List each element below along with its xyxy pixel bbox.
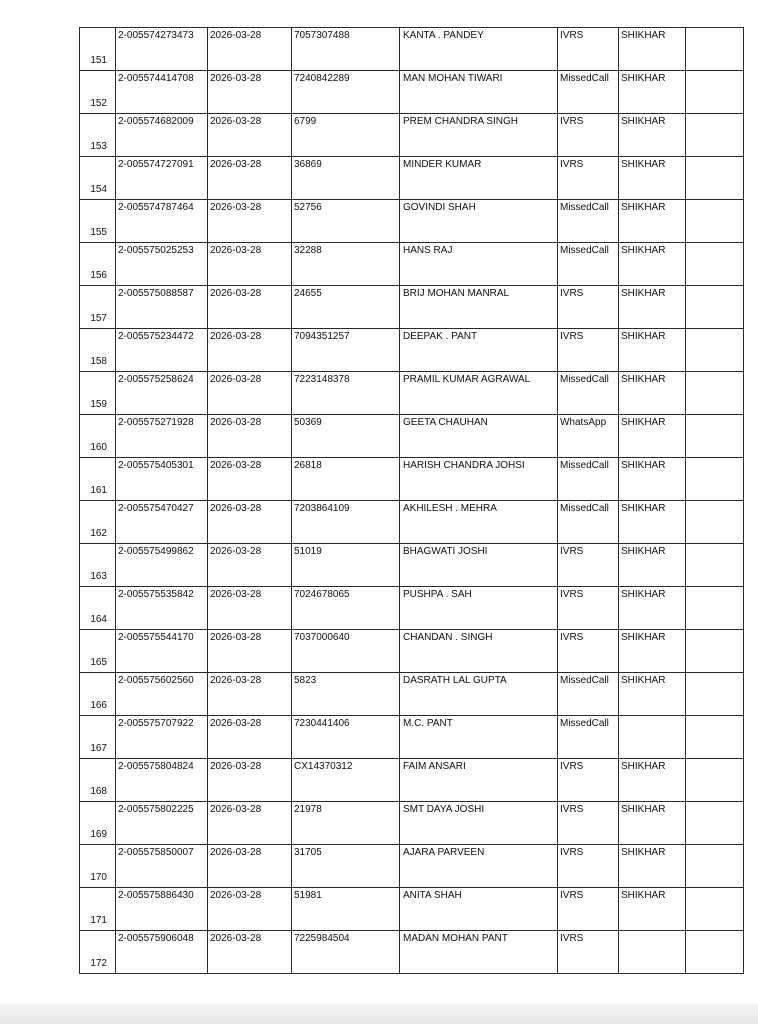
contact-cell: 7024678065 <box>292 587 400 630</box>
date-cell: 2026-03-28 <box>208 157 292 200</box>
blank-cell <box>686 28 744 71</box>
source-cell: MissedCall <box>558 71 619 114</box>
source-cell: IVRS <box>558 931 619 974</box>
complaint-id-cell: 2-005575886430 <box>116 888 208 931</box>
date-cell: 2026-03-28 <box>208 544 292 587</box>
source-cell: IVRS <box>558 544 619 587</box>
source-cell: MissedCall <box>558 372 619 415</box>
contact-cell: 7203864109 <box>292 501 400 544</box>
name-cell: BHAGWATI JOSHI <box>400 544 558 587</box>
blank-cell <box>686 415 744 458</box>
district-cell <box>619 716 686 759</box>
blank-cell <box>686 845 744 888</box>
serial-number-cell: 162 <box>80 501 116 544</box>
name-cell: M.C. PANT <box>400 716 558 759</box>
contact-cell: 7230441406 <box>292 716 400 759</box>
district-cell: SHIKHAR <box>619 28 686 71</box>
table-row <box>80 673 744 716</box>
contact-cell: 51019 <box>292 544 400 587</box>
serial-number-cell: 151 <box>80 28 116 71</box>
date-cell: 2026-03-28 <box>208 243 292 286</box>
serial-number-cell: 171 <box>80 888 116 931</box>
source-cell: WhatsApp <box>558 415 619 458</box>
serial-number-cell: 153 <box>80 114 116 157</box>
date-cell: 2026-03-28 <box>208 802 292 845</box>
district-cell: SHIKHAR <box>619 200 686 243</box>
date-cell: 2026-03-28 <box>208 71 292 114</box>
contact-cell: 7240842289 <box>292 71 400 114</box>
name-cell: CHANDAN . SINGH <box>400 630 558 673</box>
serial-number-cell: 165 <box>80 630 116 673</box>
blank-cell <box>686 243 744 286</box>
name-cell: PREM CHANDRA SINGH <box>400 114 558 157</box>
district-cell: SHIKHAR <box>619 673 686 716</box>
complaint-id-cell: 2-005575602560 <box>116 673 208 716</box>
district-cell: SHIKHAR <box>619 372 686 415</box>
contact-cell: 5823 <box>292 673 400 716</box>
serial-number-cell: 167 <box>80 716 116 759</box>
serial-number-cell: 164 <box>80 587 116 630</box>
name-cell: MAN MOHAN TIWARI <box>400 71 558 114</box>
complaint-id-cell: 2-005574682009 <box>116 114 208 157</box>
complaint-id-cell: 2-005575258624 <box>116 372 208 415</box>
complaint-id-cell: 2-005575234472 <box>116 329 208 372</box>
blank-cell <box>686 372 744 415</box>
district-cell: SHIKHAR <box>619 157 686 200</box>
table-row <box>80 114 744 157</box>
name-cell: KANTA . PANDEY <box>400 28 558 71</box>
date-cell: 2026-03-28 <box>208 630 292 673</box>
records-table <box>79 27 744 974</box>
complaint-id-cell: 2-005574273473 <box>116 28 208 71</box>
complaint-id-cell: 2-005575544170 <box>116 630 208 673</box>
serial-number-cell: 160 <box>80 415 116 458</box>
complaint-id-cell: 2-005574414708 <box>116 71 208 114</box>
date-cell: 2026-03-28 <box>208 673 292 716</box>
source-cell: IVRS <box>558 845 619 888</box>
blank-cell <box>686 802 744 845</box>
contact-cell: 7037000640 <box>292 630 400 673</box>
contact-cell: 7225984504 <box>292 931 400 974</box>
district-cell: SHIKHAR <box>619 243 686 286</box>
contact-cell: 26818 <box>292 458 400 501</box>
date-cell: 2026-03-28 <box>208 501 292 544</box>
contact-cell: 36869 <box>292 157 400 200</box>
contact-cell: 7094351257 <box>292 329 400 372</box>
name-cell: SMT DAYA JOSHI <box>400 802 558 845</box>
contact-cell: 24655 <box>292 286 400 329</box>
table-row <box>80 759 744 802</box>
name-cell: AKHILESH . MEHRA <box>400 501 558 544</box>
table-row <box>80 372 744 415</box>
blank-cell <box>686 329 744 372</box>
district-cell: SHIKHAR <box>619 587 686 630</box>
source-cell: MissedCall <box>558 501 619 544</box>
contact-cell: 52756 <box>292 200 400 243</box>
name-cell: PUSHPA . SAH <box>400 587 558 630</box>
name-cell: BRIJ MOHAN MANRAL <box>400 286 558 329</box>
district-cell: SHIKHAR <box>619 458 686 501</box>
district-cell: SHIKHAR <box>619 802 686 845</box>
date-cell: 2026-03-28 <box>208 587 292 630</box>
name-cell: PRAMIL KUMAR AGRAWAL <box>400 372 558 415</box>
name-cell: DEEPAK . PANT <box>400 329 558 372</box>
contact-cell: 6799 <box>292 114 400 157</box>
source-cell: IVRS <box>558 802 619 845</box>
complaint-id-cell: 2-005575906048 <box>116 931 208 974</box>
source-cell: IVRS <box>558 759 619 802</box>
complaint-id-cell: 2-005575499862 <box>116 544 208 587</box>
table-row <box>80 931 744 974</box>
source-cell: IVRS <box>558 587 619 630</box>
source-cell: IVRS <box>558 114 619 157</box>
date-cell: 2026-03-28 <box>208 200 292 243</box>
date-cell: 2026-03-28 <box>208 114 292 157</box>
table-row <box>80 802 744 845</box>
district-cell: SHIKHAR <box>619 501 686 544</box>
serial-number-cell: 170 <box>80 845 116 888</box>
district-cell: SHIKHAR <box>619 759 686 802</box>
date-cell: 2026-03-28 <box>208 415 292 458</box>
table-row <box>80 329 744 372</box>
district-cell: SHIKHAR <box>619 286 686 329</box>
date-cell: 2026-03-28 <box>208 716 292 759</box>
blank-cell <box>686 759 744 802</box>
district-cell: SHIKHAR <box>619 845 686 888</box>
name-cell: MINDER KUMAR <box>400 157 558 200</box>
source-cell: MissedCall <box>558 200 619 243</box>
table-row <box>80 544 744 587</box>
table-row <box>80 630 744 673</box>
complaint-id-cell: 2-005575470427 <box>116 501 208 544</box>
complaint-id-cell: 2-005575707922 <box>116 716 208 759</box>
complaint-id-cell: 2-005575271928 <box>116 415 208 458</box>
contact-cell: 7223148378 <box>292 372 400 415</box>
table-row <box>80 415 744 458</box>
complaint-id-cell: 2-005575850007 <box>116 845 208 888</box>
serial-number-cell: 168 <box>80 759 116 802</box>
source-cell: IVRS <box>558 329 619 372</box>
serial-number-cell: 156 <box>80 243 116 286</box>
blank-cell <box>686 458 744 501</box>
source-cell: MissedCall <box>558 458 619 501</box>
table-row <box>80 458 744 501</box>
blank-cell <box>686 501 744 544</box>
contact-cell: 31705 <box>292 845 400 888</box>
name-cell: GEETA CHAUHAN <box>400 415 558 458</box>
table-row <box>80 587 744 630</box>
source-cell: MissedCall <box>558 243 619 286</box>
name-cell: DASRATH LAL GUPTA <box>400 673 558 716</box>
serial-number-cell: 172 <box>80 931 116 974</box>
blank-cell <box>686 286 744 329</box>
contact-cell: 21978 <box>292 802 400 845</box>
name-cell: AJARA PARVEEN <box>400 845 558 888</box>
date-cell: 2026-03-28 <box>208 759 292 802</box>
blank-cell <box>686 888 744 931</box>
district-cell: SHIKHAR <box>619 415 686 458</box>
table-row <box>80 200 744 243</box>
complaint-id-cell: 2-005574787464 <box>116 200 208 243</box>
table-row <box>80 71 744 114</box>
source-cell: IVRS <box>558 888 619 931</box>
table-row <box>80 28 744 71</box>
district-cell: SHIKHAR <box>619 114 686 157</box>
table-row <box>80 243 744 286</box>
serial-number-cell: 154 <box>80 157 116 200</box>
records-table-body <box>80 28 744 974</box>
district-cell: SHIKHAR <box>619 888 686 931</box>
blank-cell <box>686 716 744 759</box>
serial-number-cell: 161 <box>80 458 116 501</box>
name-cell: HANS RAJ <box>400 243 558 286</box>
serial-number-cell: 159 <box>80 372 116 415</box>
blank-cell <box>686 630 744 673</box>
table-row <box>80 716 744 759</box>
serial-number-cell: 158 <box>80 329 116 372</box>
date-cell: 2026-03-28 <box>208 888 292 931</box>
district-cell: SHIKHAR <box>619 329 686 372</box>
blank-cell <box>686 587 744 630</box>
date-cell: 2026-03-28 <box>208 329 292 372</box>
blank-cell <box>686 200 744 243</box>
table-row <box>80 888 744 931</box>
source-cell: MissedCall <box>558 673 619 716</box>
complaint-id-cell: 2-005575535842 <box>116 587 208 630</box>
date-cell: 2026-03-28 <box>208 372 292 415</box>
name-cell: MADAN MOHAN PANT <box>400 931 558 974</box>
date-cell: 2026-03-28 <box>208 28 292 71</box>
serial-number-cell: 157 <box>80 286 116 329</box>
complaint-id-cell: 2-005575802225 <box>116 802 208 845</box>
serial-number-cell: 155 <box>80 200 116 243</box>
table-row <box>80 845 744 888</box>
name-cell: ANITA SHAH <box>400 888 558 931</box>
source-cell: IVRS <box>558 630 619 673</box>
table-row <box>80 157 744 200</box>
blank-cell <box>686 71 744 114</box>
district-cell <box>619 931 686 974</box>
blank-cell <box>686 673 744 716</box>
source-cell: IVRS <box>558 157 619 200</box>
table-row <box>80 286 744 329</box>
complaint-id-cell: 2-005575405301 <box>116 458 208 501</box>
complaint-id-cell: 2-005575804824 <box>116 759 208 802</box>
district-cell: SHIKHAR <box>619 71 686 114</box>
serial-number-cell: 166 <box>80 673 116 716</box>
district-cell: SHIKHAR <box>619 630 686 673</box>
serial-number-cell: 163 <box>80 544 116 587</box>
contact-cell: 32288 <box>292 243 400 286</box>
district-cell: SHIKHAR <box>619 544 686 587</box>
table-row <box>80 501 744 544</box>
viewer-background <box>0 1004 758 1024</box>
name-cell: FAIM ANSARI <box>400 759 558 802</box>
source-cell: IVRS <box>558 286 619 329</box>
serial-number-cell: 169 <box>80 802 116 845</box>
blank-cell <box>686 544 744 587</box>
source-cell: MissedCall <box>558 716 619 759</box>
complaint-id-cell: 2-005575088587 <box>116 286 208 329</box>
source-cell: IVRS <box>558 28 619 71</box>
contact-cell: 51981 <box>292 888 400 931</box>
date-cell: 2026-03-28 <box>208 931 292 974</box>
name-cell: HARISH CHANDRA JOHSI <box>400 458 558 501</box>
complaint-id-cell: 2-005575025253 <box>116 243 208 286</box>
blank-cell <box>686 157 744 200</box>
name-cell: GOVINDI SHAH <box>400 200 558 243</box>
contact-cell: CX14370312 <box>292 759 400 802</box>
date-cell: 2026-03-28 <box>208 286 292 329</box>
complaint-id-cell: 2-005574727091 <box>116 157 208 200</box>
contact-cell: 50369 <box>292 415 400 458</box>
blank-cell <box>686 114 744 157</box>
serial-number-cell: 152 <box>80 71 116 114</box>
date-cell: 2026-03-28 <box>208 458 292 501</box>
contact-cell: 7057307488 <box>292 28 400 71</box>
blank-cell <box>686 931 744 974</box>
date-cell: 2026-03-28 <box>208 845 292 888</box>
